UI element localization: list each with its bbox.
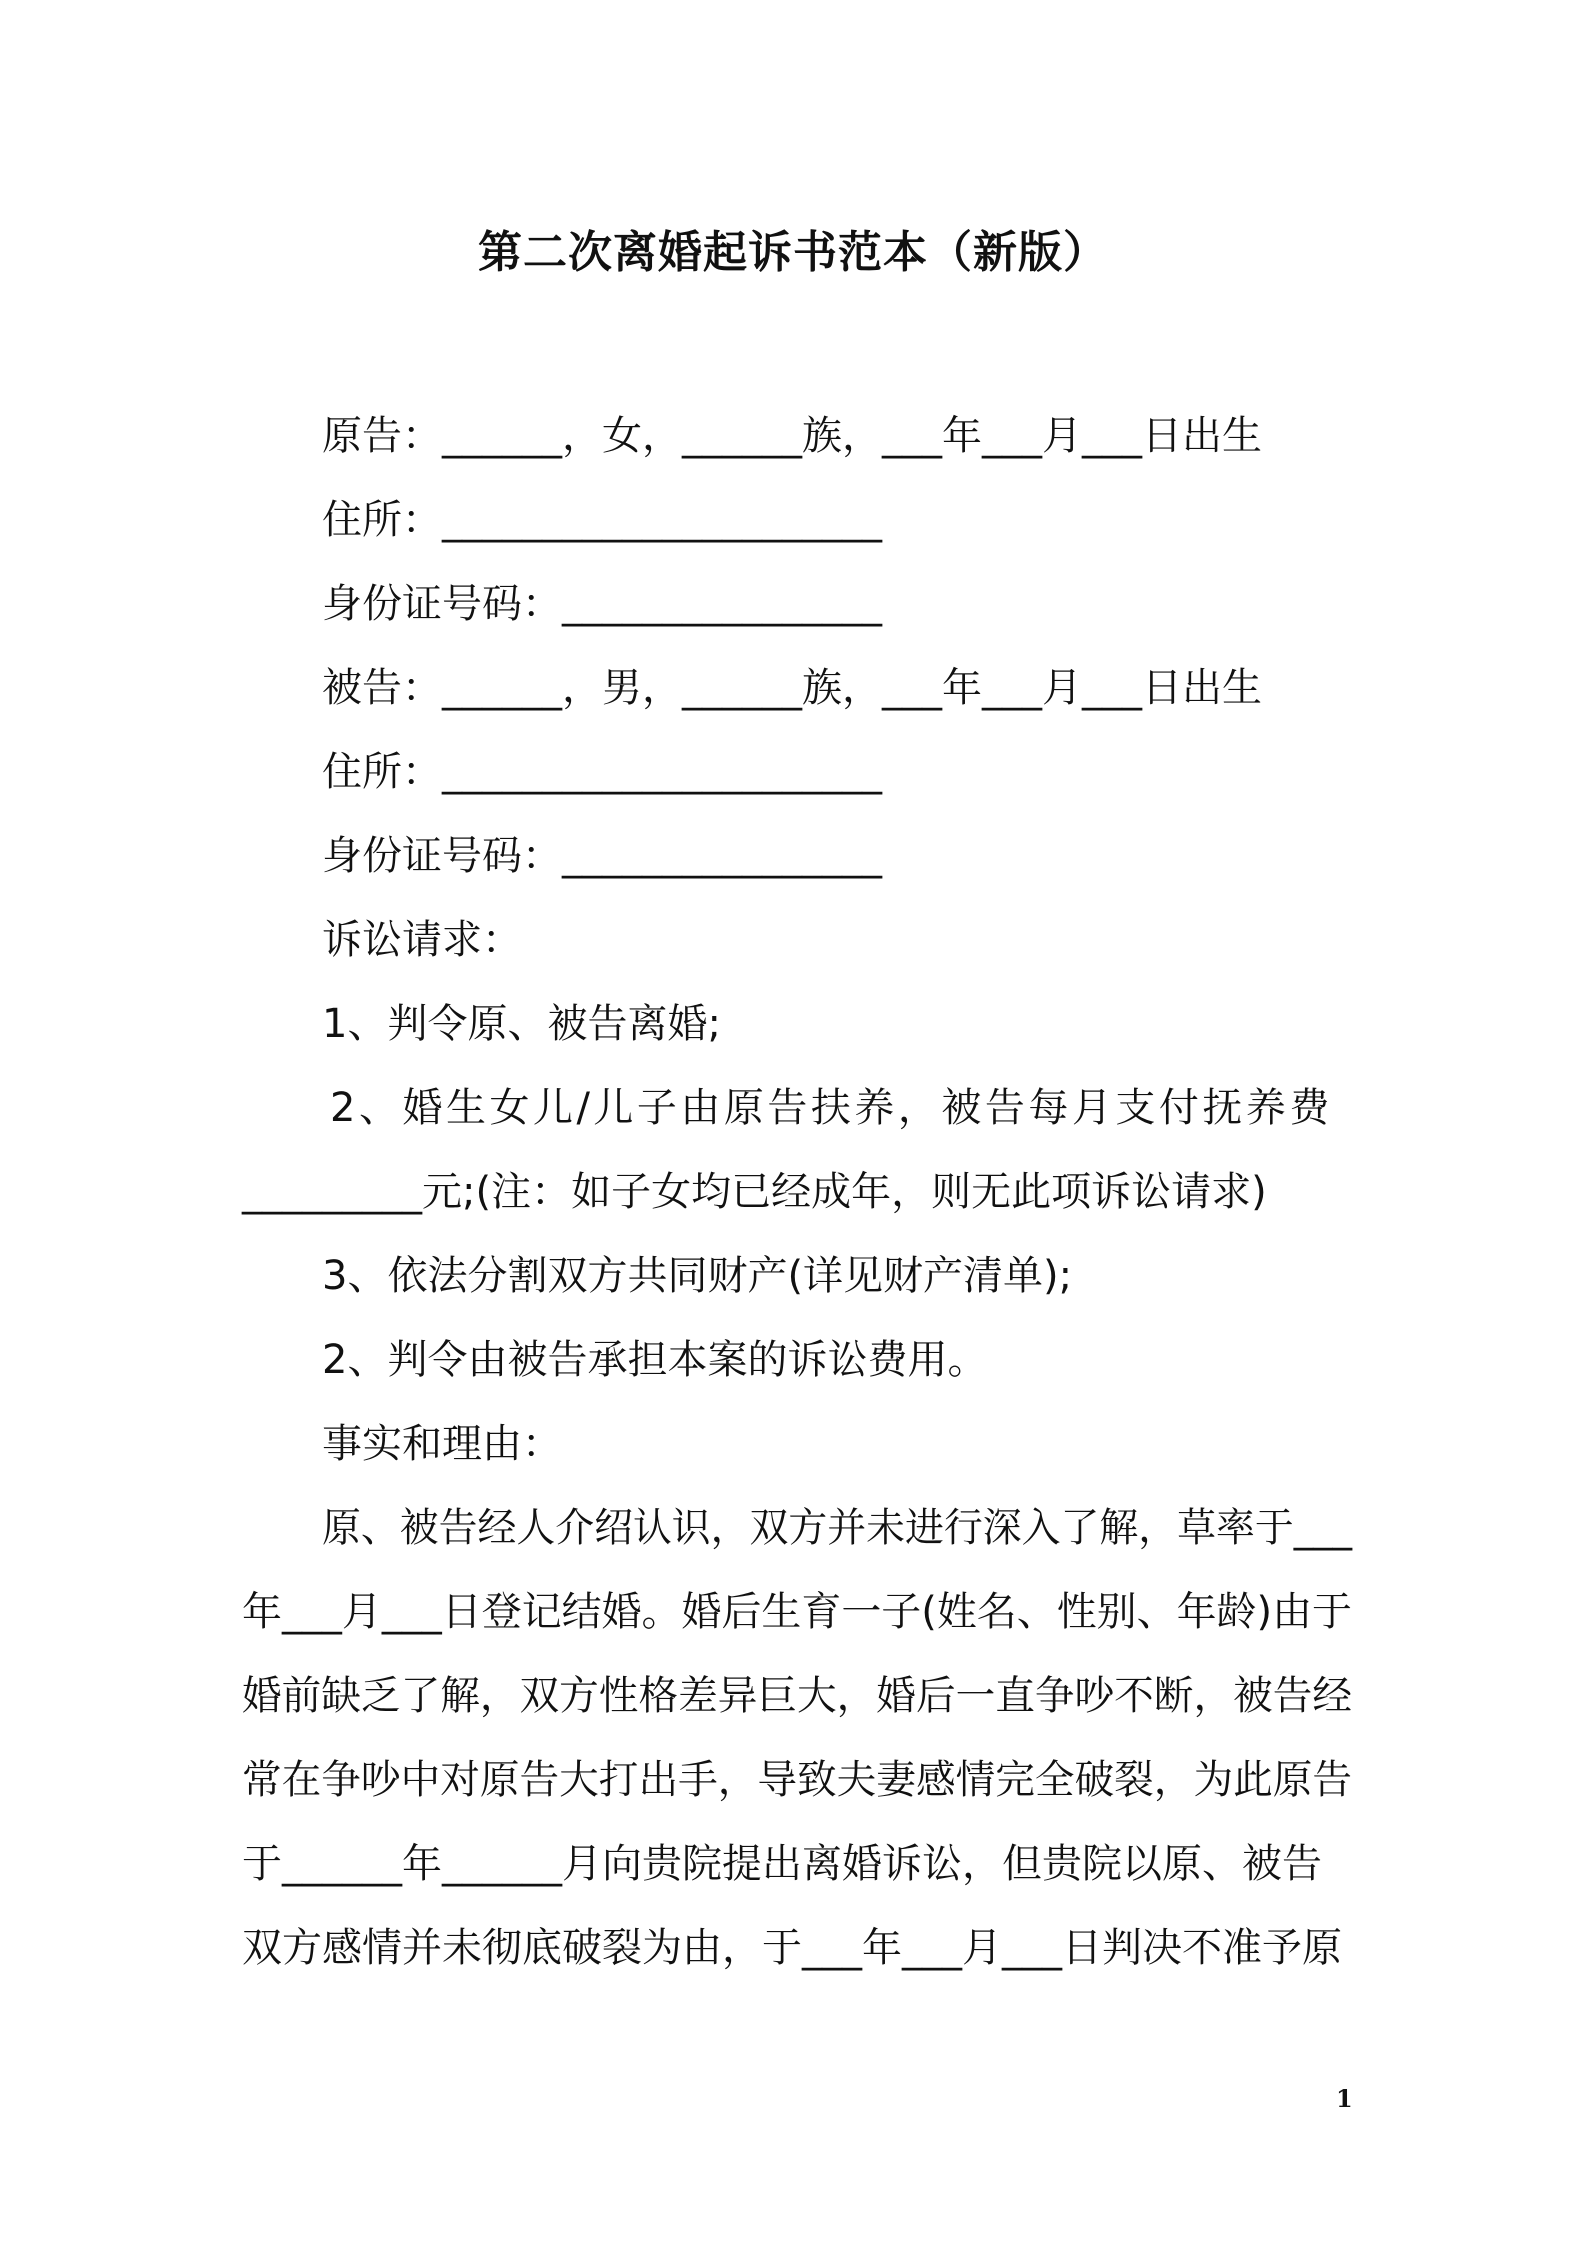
page-number: 1 — [1336, 2084, 1353, 2113]
plaintiff-id-line: 身份证号码：________________ — [322, 581, 882, 627]
claims-heading: 诉讼请求： — [322, 917, 522, 963]
facts-paragraph-line: 常在争吵中对原告大打出手，导致夫妻感情完全破裂，为此原告 — [242, 1757, 1353, 1803]
claim-item-4: 2、判令由被告承担本案的诉讼费用。 — [322, 1337, 988, 1383]
facts-paragraph-line: 婚前缺乏了解，双方性格差异巨大，婚后一直争吵不断，被告经 — [242, 1673, 1353, 1719]
defendant-id-line: 身份证号码：________________ — [322, 833, 882, 879]
claim-item-3: 3、依法分割双方共同财产(详见财产清单); — [322, 1253, 1073, 1299]
claim-item-1: 1、判令原、被告离婚; — [322, 1001, 721, 1047]
facts-paragraph-line: 于______年______月向贵院提出离婚诉讼，但贵院以原、被告 — [242, 1841, 1322, 1887]
plaintiff-info-line: 原告：______，女，______族，___年___月___日出生 — [322, 413, 1262, 459]
plaintiff-address-line: 住所：______________________ — [322, 497, 882, 543]
facts-paragraph-line: 原、被告经人介绍认识，双方并未进行深入了解，草率于___ — [322, 1505, 1353, 1551]
claim-item-2: 2、婚生女儿/儿子由原告扶养，被告每月支付抚养费 — [330, 1085, 1333, 1131]
facts-paragraph-line: 双方感情并未彻底破裂为由，于___年___月___日判决不准予原 — [242, 1925, 1342, 1971]
defendant-address-line: 住所：______________________ — [322, 749, 882, 795]
document-title: 第二次离婚起诉书范本（新版） — [478, 227, 1108, 278]
defendant-info-line: 被告：______，男，______族，___年___月___日出生 — [322, 665, 1262, 711]
facts-heading: 事实和理由： — [322, 1421, 562, 1467]
claim-item-2-continued: _________元;(注：如子女均已经成年，则无此项诉讼请求) — [242, 1169, 1267, 1215]
facts-paragraph-line: 年___月___日登记结婚。婚后生育一子(姓名、性别、年龄)由于 — [242, 1589, 1352, 1635]
